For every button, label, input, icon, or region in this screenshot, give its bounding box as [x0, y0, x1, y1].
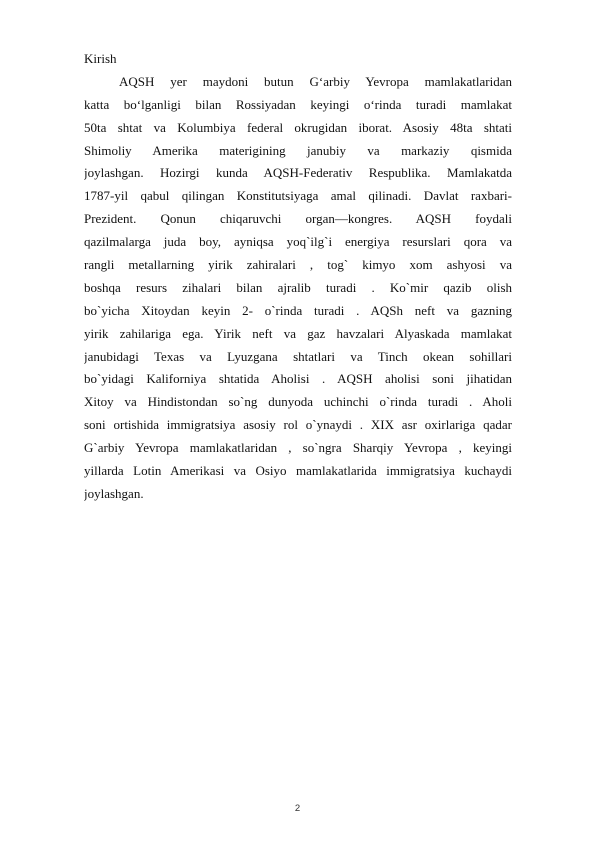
paragraph-line: joylashgan.: [84, 485, 144, 501]
paragraph-line: 50ta shtat va Kolumbiya federal okrugidan iborat. Asosiy 48ta shtati: [84, 119, 512, 135]
page-body: [84, 48, 512, 506]
paragraph-line: Xitoy va Hindistondan so`ng dunyoda uchinchi o`rinda turadi . Aholi: [84, 394, 512, 410]
section-heading: Kirish: [84, 51, 117, 66]
paragraph-line: bo`yidagi Kaliforniya shtatida Aholisi . AQSH aholisi soni jihatidan: [84, 371, 512, 387]
paragraph-line: rangli metallarning yirik zahiralari , tog` kimyo xom ashyosi va: [84, 257, 512, 273]
paragraph-line: G`arbiy Yevropa mamlakatlaridan , so`ngra Sharqiy Yevropa , keyingi: [84, 440, 512, 456]
paragraph-line: bo`yicha Xitoydan keyin 2- o`rinda turadi . AQSh neft va gazning: [84, 302, 512, 318]
paragraph-line: boshqa resurs zihalari bilan ajralib turadi . Ko`mir qazib olish: [84, 279, 512, 295]
paragraph-line: qazilmalarga juda boy, ayniqsa yoq`ilg`i energiya resurslari qora va: [84, 234, 512, 250]
paragraph-line: Prezident. Qonun chiqaruvchi organ—kongres. AQSH foydali: [84, 211, 512, 227]
paragraph-line: Shimoliy Amerika materigining janubiy va markaziy qismida: [84, 142, 512, 158]
paragraph-line: 1787-yil qabul qilingan Konstitutsiyaga amal qilinadi. Davlat raxbari-: [84, 188, 512, 204]
paragraph-line: soni ortishida immigratsiya asosiy rol o`ynaydi . XIX asr oxirlariga qadar: [84, 417, 512, 433]
paragraph-line: katta bo‘lganligi bilan Rossiyadan keyingi o‘rinda turadi mamlakat: [84, 96, 512, 112]
paragraph-line: yirik zahilariga ega. Yirik neft va gaz havzalari Alyaskada mamlakat: [84, 325, 512, 341]
paragraph-line: AQSH yer maydoni butun G‘arbiy Yevropa mamlakatlaridan: [119, 73, 512, 89]
body-paragraph: [84, 71, 512, 506]
paragraph-line: joylashgan. Hozirgi kunda AQSH-Federativ Respublika. Mamlakatda: [84, 165, 512, 181]
paragraph-line: yillarda Lotin Amerikasi va Osiyo mamlakatlarida immigratsiya kuchaydi: [84, 463, 512, 479]
paragraph-line: janubidagi Texas va Lyuzgana shtatlari va Tinch okean sohillari: [84, 348, 512, 364]
page-number: 2: [294, 803, 301, 814]
